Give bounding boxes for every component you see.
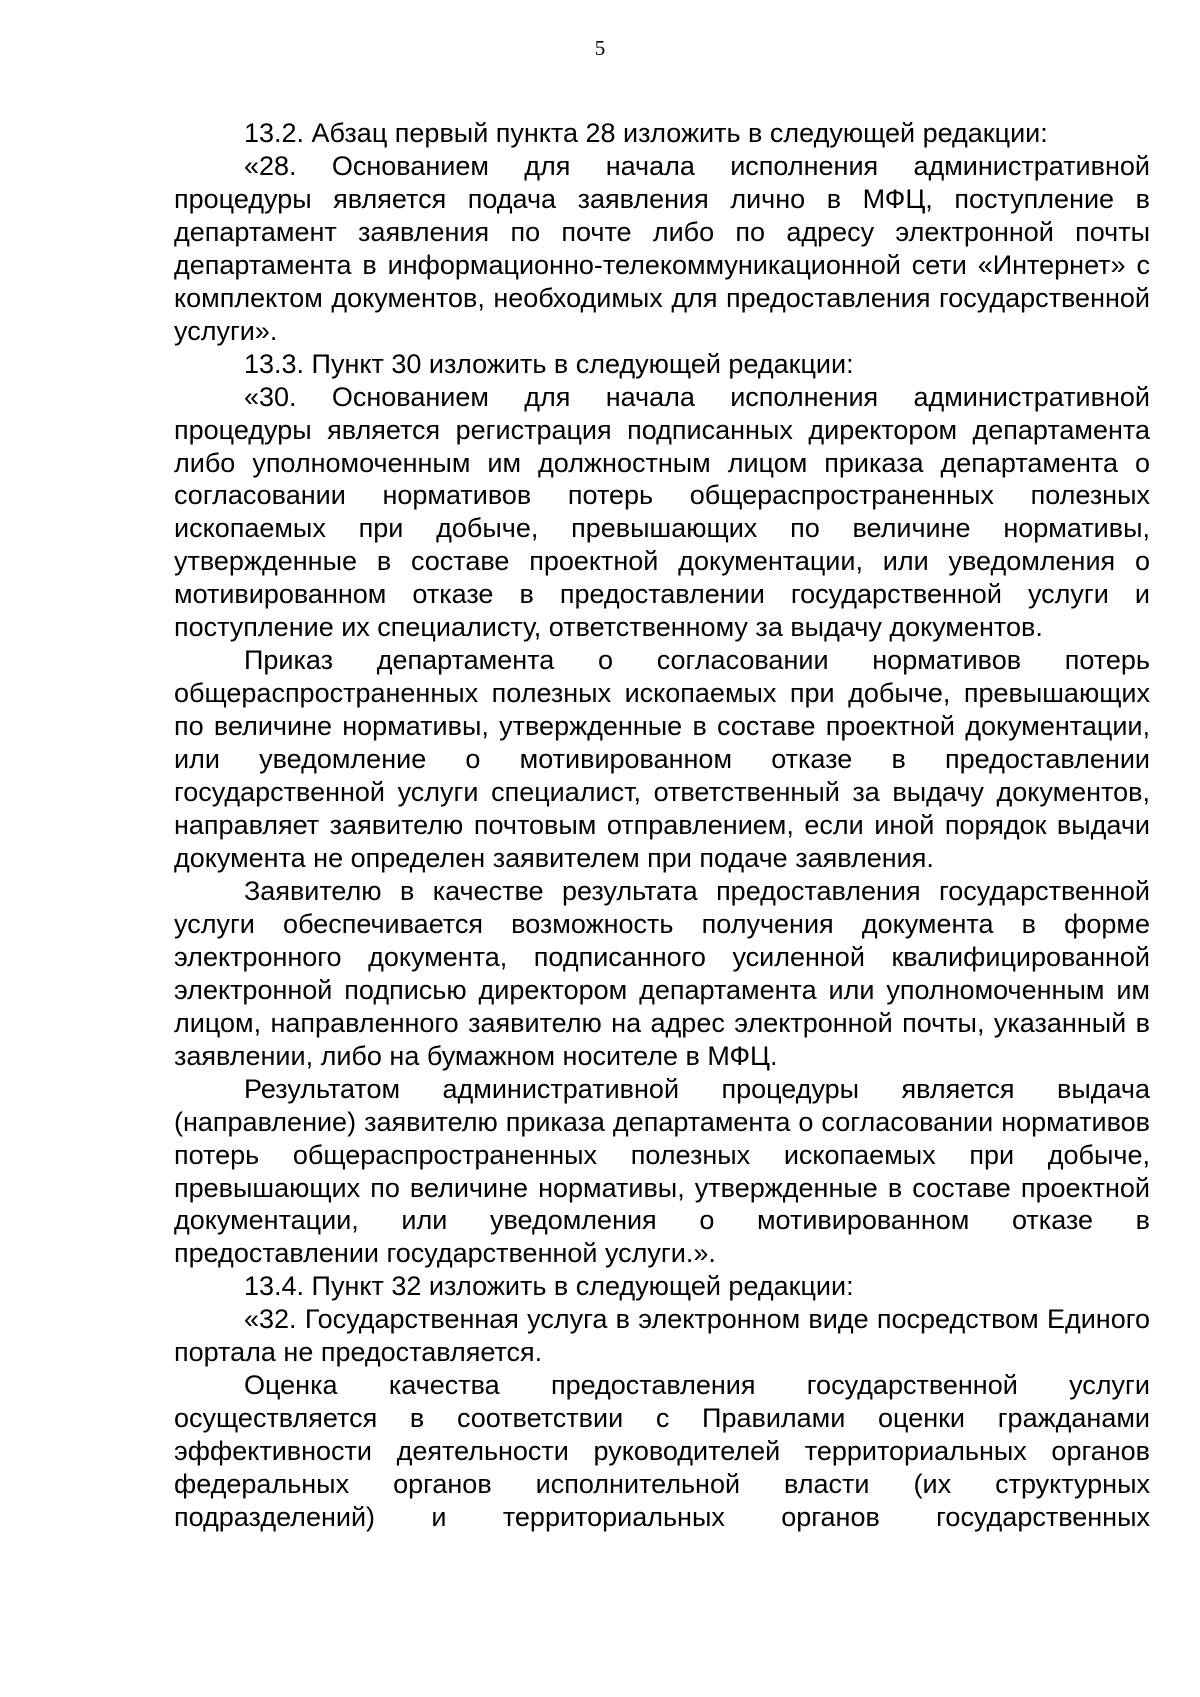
paragraph-electronic-result: Заявителю в качестве результата предоставления государственной услуги обеспечивается возможность получения документа в форме электронного документа, подписанного усиленной квалифицированной электронной подписью директором департамента или уполномоченным им лицом, направленного заявителю на адрес электронной почты, указанный в заявлении, либо на бумажном носителе в МФЦ. xyxy=(174,875,1150,1071)
paragraph-13-2-heading: 13.2. Абзац первый пункта 28 изложить в следующей редакции: xyxy=(244,118,1048,148)
paragraph-13-4-heading: 13.4. Пункт 32 изложить в следующей редакции: xyxy=(244,1271,854,1302)
paragraph-order-delivery: Приказ департамента о согласовании нормативов потерь общераспространенных полезных ископаемых при добыче, превышающих по величине нормативы, утвержденные в составе проектной документации, или уведомление о мотивированном отказе в предоставлении государственной услуги специалист, ответственный за выдачу документов, направляет заявителю почтовым отправлением, если иной порядок выдачи документа не определен заявителем при подаче заявления. xyxy=(174,645,1150,873)
document-body xyxy=(174,117,1150,1534)
page-number: 5 xyxy=(594,36,606,60)
paragraph-procedure-result: Результатом административной процедуры является выдача (направление) заявителю приказа департамента о согласовании нормативов потерь общераспространенных полезных ископаемых при добыче, превышающих по величине нормативы, утвержденные в составе проектной документации, или уведомления о мотивированном отказе в предоставлении государственной услуги.». xyxy=(174,1073,1150,1269)
paragraph-13-3-heading: 13.3. Пункт 30 изложить в следующей редакции: xyxy=(244,348,854,379)
paragraph-quality-assessment: Оценка качества предоставления государственной услуги осуществляется в соответствии с Правилами оценки гражданами эффективности деятельности руководителей территориальных органов федеральных органов исполнительной власти (их структурных подразделений) и территориальных органов государственных xyxy=(174,1370,1150,1533)
paragraph-item-28: «28. Основанием для начала исполнения административной процедуры является подача заявления лично в МФЦ, поступление в департамент заявления по почте либо по адресу электронной почты департамента в информационно-телекоммуникационной сети «Интернет» с комплектом документов, необходимых для предоставления государственной услуги». xyxy=(174,150,1150,346)
paragraph-item-32: «32. Государственная услуга в электронном виде посредством Единого портала не предоставляется. xyxy=(174,1304,1150,1368)
paragraph-item-30: «30. Основанием для начала исполнения административной процедуры является регистрация подписанных директором департамента либо уполномоченным им должностным лицом приказа департамента о согласовании нормативов потерь общераспространенных полезных ископаемых при добыче, превышающих по величине нормативы, утвержденные в составе проектной документации, или уведомления о мотивированном отказе в предоставлении государственной услуги и поступление их специалисту, ответственному за выдачу документов. xyxy=(174,381,1150,643)
